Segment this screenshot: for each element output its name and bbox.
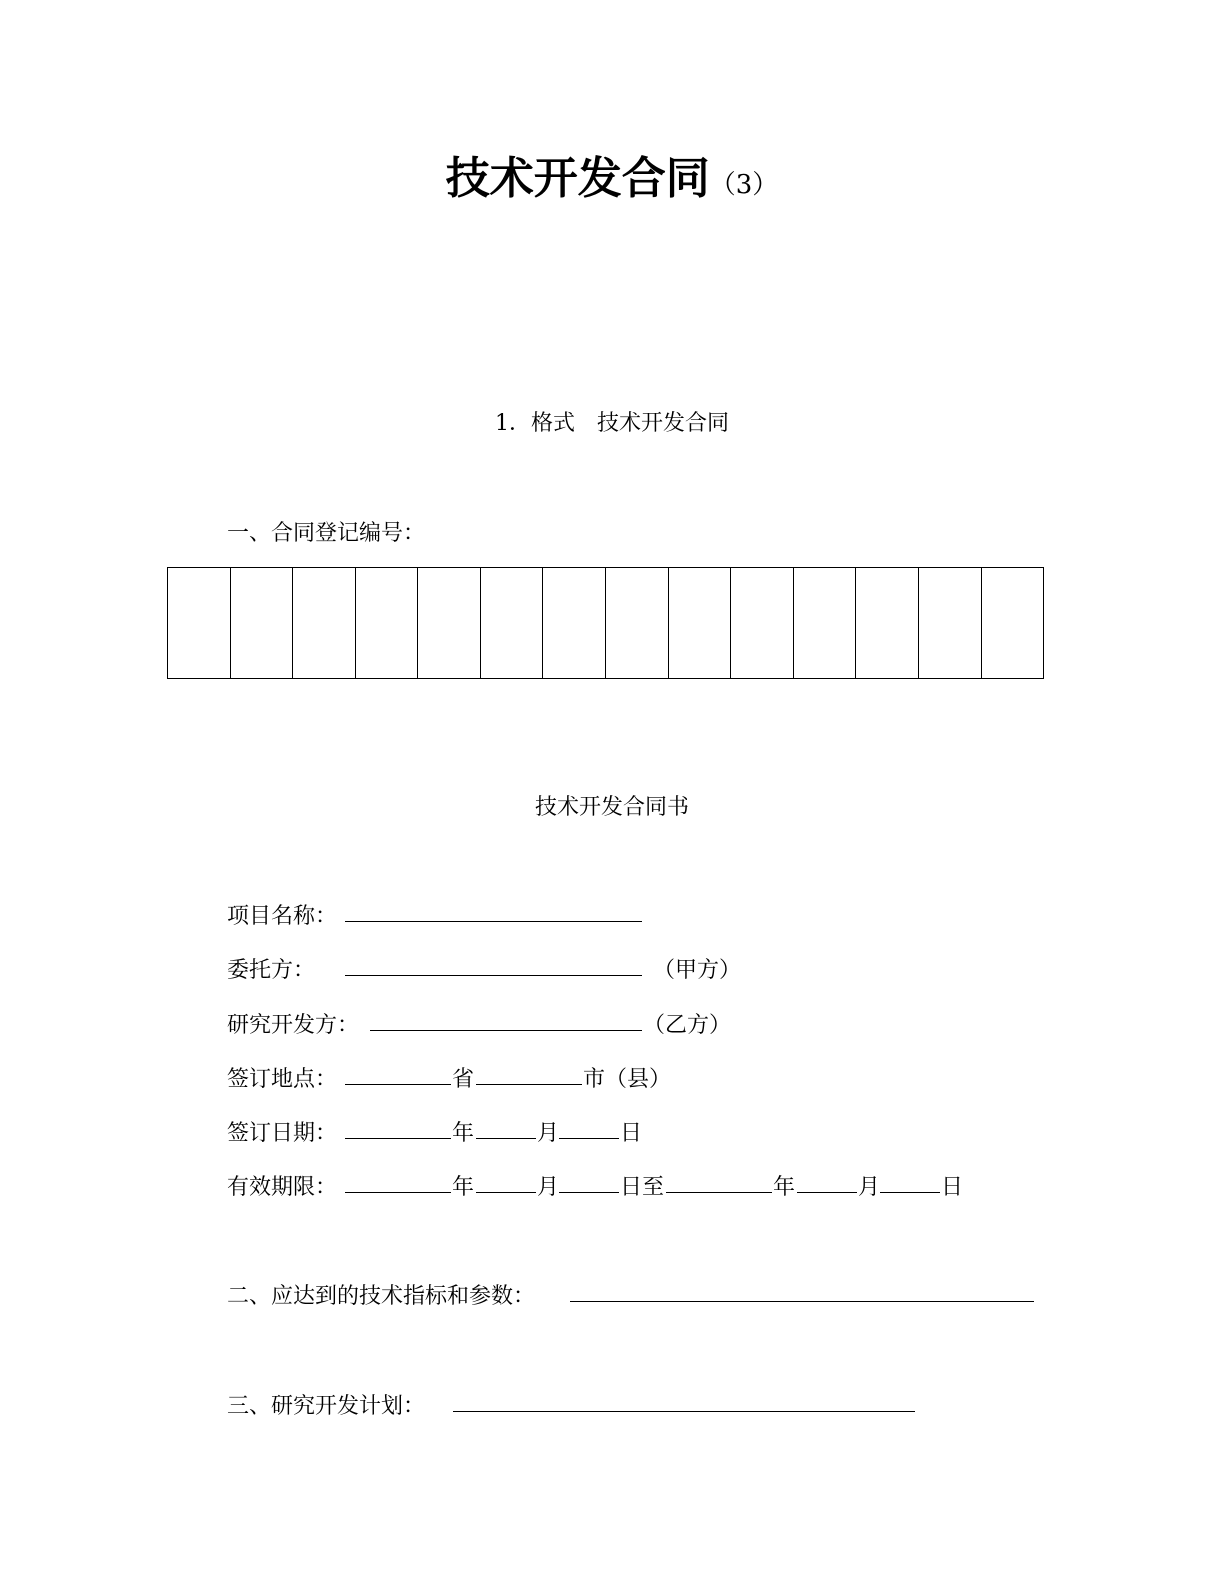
day-label: 日 xyxy=(941,1175,964,1200)
sign-place-label: 签订地点： xyxy=(227,1067,338,1092)
registration-box[interactable] xyxy=(856,568,919,678)
sign-date-label: 签订日期： xyxy=(227,1121,338,1146)
start-day-field[interactable] xyxy=(559,1192,619,1193)
day-label: 日 xyxy=(620,1121,643,1146)
registration-box[interactable] xyxy=(794,568,857,678)
technical-indicators-field[interactable] xyxy=(570,1301,1034,1302)
registration-box[interactable] xyxy=(543,568,606,678)
section2-label: 二、应达到的技术指标和参数： xyxy=(227,1284,536,1309)
registration-box[interactable] xyxy=(919,568,982,678)
section3-label: 三、研究开发计划： xyxy=(227,1394,426,1419)
province-label: 省 xyxy=(452,1067,475,1092)
month-label: 月 xyxy=(858,1175,881,1200)
section1-label: 一、合同登记编号： xyxy=(227,521,426,546)
registration-box[interactable] xyxy=(293,568,356,678)
day-to-label: 日至 xyxy=(620,1175,665,1200)
sign-month-field[interactable] xyxy=(476,1138,536,1139)
title-suffix: （3） xyxy=(709,170,779,200)
province-field[interactable] xyxy=(345,1084,451,1085)
client-suffix: （甲方） xyxy=(653,958,742,983)
sign-year-field[interactable] xyxy=(345,1138,451,1139)
registration-box[interactable] xyxy=(731,568,794,678)
registration-box[interactable] xyxy=(356,568,419,678)
end-month-field[interactable] xyxy=(797,1192,857,1193)
end-year-field[interactable] xyxy=(666,1192,772,1193)
start-year-field[interactable] xyxy=(345,1192,451,1193)
city-field[interactable] xyxy=(476,1084,582,1085)
registration-box[interactable] xyxy=(982,568,1044,678)
developer-field[interactable] xyxy=(370,1030,642,1031)
document-title xyxy=(0,142,1224,206)
year-label: 年 xyxy=(452,1175,475,1200)
registration-box[interactable] xyxy=(418,568,481,678)
title-text: 技术开发合同 xyxy=(445,153,710,204)
month-label: 月 xyxy=(537,1175,560,1200)
development-plan-field[interactable] xyxy=(453,1411,915,1412)
year-label: 年 xyxy=(452,1121,475,1146)
registration-box[interactable] xyxy=(168,568,231,678)
contract-book-heading: 技术开发合同书 xyxy=(534,795,689,820)
client-label: 委托方： xyxy=(227,958,316,983)
registration-box[interactable] xyxy=(669,568,732,678)
start-month-field[interactable] xyxy=(476,1192,536,1193)
project-name-field[interactable] xyxy=(345,921,642,922)
registration-number-grid xyxy=(167,567,1044,679)
month-label: 月 xyxy=(537,1121,560,1146)
registration-box[interactable] xyxy=(231,568,294,678)
client-field[interactable] xyxy=(345,975,642,976)
registration-box[interactable] xyxy=(481,568,544,678)
city-label: 市（县） xyxy=(583,1067,672,1092)
year-label: 年 xyxy=(773,1175,796,1200)
developer-suffix: （乙方） xyxy=(643,1013,732,1038)
validity-label: 有效期限： xyxy=(227,1175,338,1200)
format-heading: 1．格式 技术开发合同 xyxy=(495,411,729,436)
sign-day-field[interactable] xyxy=(559,1138,619,1139)
project-name-label: 项目名称： xyxy=(227,904,338,929)
registration-box[interactable] xyxy=(606,568,669,678)
developer-label: 研究开发方： xyxy=(227,1013,360,1038)
end-day-field[interactable] xyxy=(880,1192,940,1193)
